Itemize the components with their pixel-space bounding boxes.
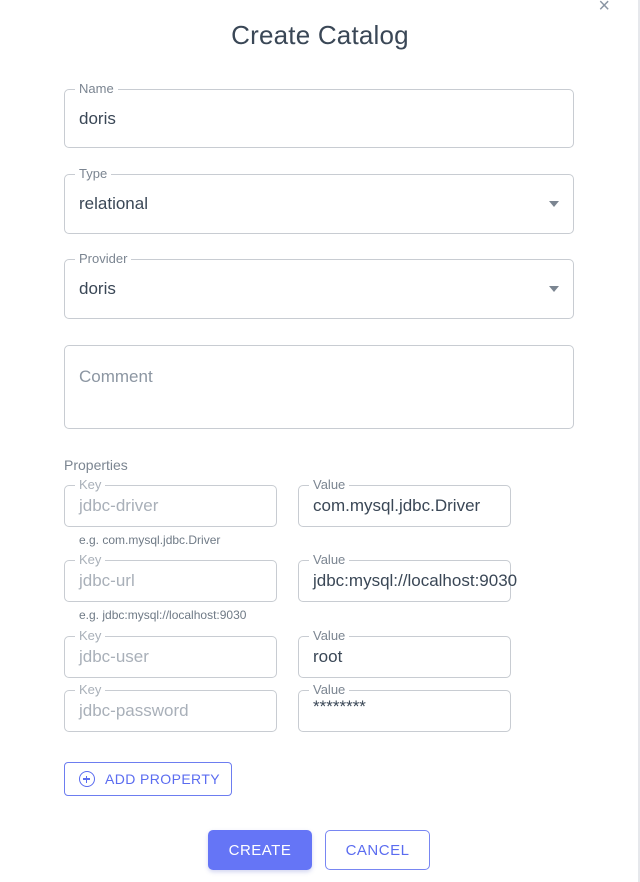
property-key-field[interactable] bbox=[64, 477, 277, 527]
name-field[interactable] bbox=[64, 81, 574, 148]
comment-placeholder: Comment bbox=[79, 367, 153, 386]
value-label: Value bbox=[309, 629, 349, 643]
add-property-label: ADD PROPERTY bbox=[105, 771, 221, 787]
type-select[interactable] bbox=[64, 166, 574, 234]
key-label: Key bbox=[75, 683, 105, 697]
value-label: Value bbox=[309, 478, 349, 492]
properties-label: Properties bbox=[64, 457, 128, 473]
property-key-field[interactable] bbox=[64, 682, 277, 732]
property-key-value: jdbc-password bbox=[79, 701, 189, 720]
property-value-field[interactable] bbox=[298, 682, 511, 732]
key-label: Key bbox=[75, 478, 105, 492]
property-value-field[interactable] bbox=[298, 628, 511, 678]
property-key-field[interactable] bbox=[64, 628, 277, 678]
type-value: relational bbox=[79, 194, 148, 213]
value-label: Value bbox=[309, 553, 349, 567]
provider-value: doris bbox=[79, 279, 116, 298]
name-label: Name bbox=[75, 82, 118, 96]
chevron-down-icon[interactable] bbox=[549, 286, 559, 292]
comment-field[interactable] bbox=[64, 345, 574, 429]
property-key-value: jdbc-url bbox=[79, 571, 135, 590]
create-button[interactable]: CREATE bbox=[208, 830, 312, 870]
add-property-button[interactable] bbox=[64, 762, 232, 796]
property-value-field[interactable] bbox=[298, 477, 511, 527]
property-value-field[interactable] bbox=[298, 552, 518, 602]
add-circle-icon bbox=[79, 771, 95, 787]
property-value: ******** bbox=[313, 697, 366, 716]
property-key-field[interactable] bbox=[64, 552, 277, 602]
provider-select[interactable] bbox=[64, 251, 574, 319]
chevron-down-icon[interactable] bbox=[549, 201, 559, 207]
property-value: jdbc:mysql://localhost:9030 bbox=[313, 571, 518, 590]
type-label: Type bbox=[75, 167, 111, 181]
property-helper-text: e.g. jdbc:mysql://localhost:9030 bbox=[79, 608, 247, 622]
dialog-title: Create Catalog bbox=[231, 20, 409, 50]
property-value: root bbox=[313, 647, 343, 666]
property-key-value: jdbc-user bbox=[79, 647, 149, 666]
property-helper-text: e.g. com.mysql.jdbc.Driver bbox=[79, 533, 221, 547]
key-label: Key bbox=[75, 553, 105, 567]
key-label: Key bbox=[75, 629, 105, 643]
provider-label: Provider bbox=[75, 252, 131, 266]
value-label: Value bbox=[309, 683, 349, 697]
cancel-button[interactable]: CANCEL bbox=[325, 830, 430, 870]
property-key-value: jdbc-driver bbox=[79, 496, 159, 515]
name-value: doris bbox=[79, 108, 116, 128]
property-value: com.mysql.jdbc.Driver bbox=[313, 496, 481, 515]
close-icon[interactable]: × bbox=[598, 0, 610, 17]
